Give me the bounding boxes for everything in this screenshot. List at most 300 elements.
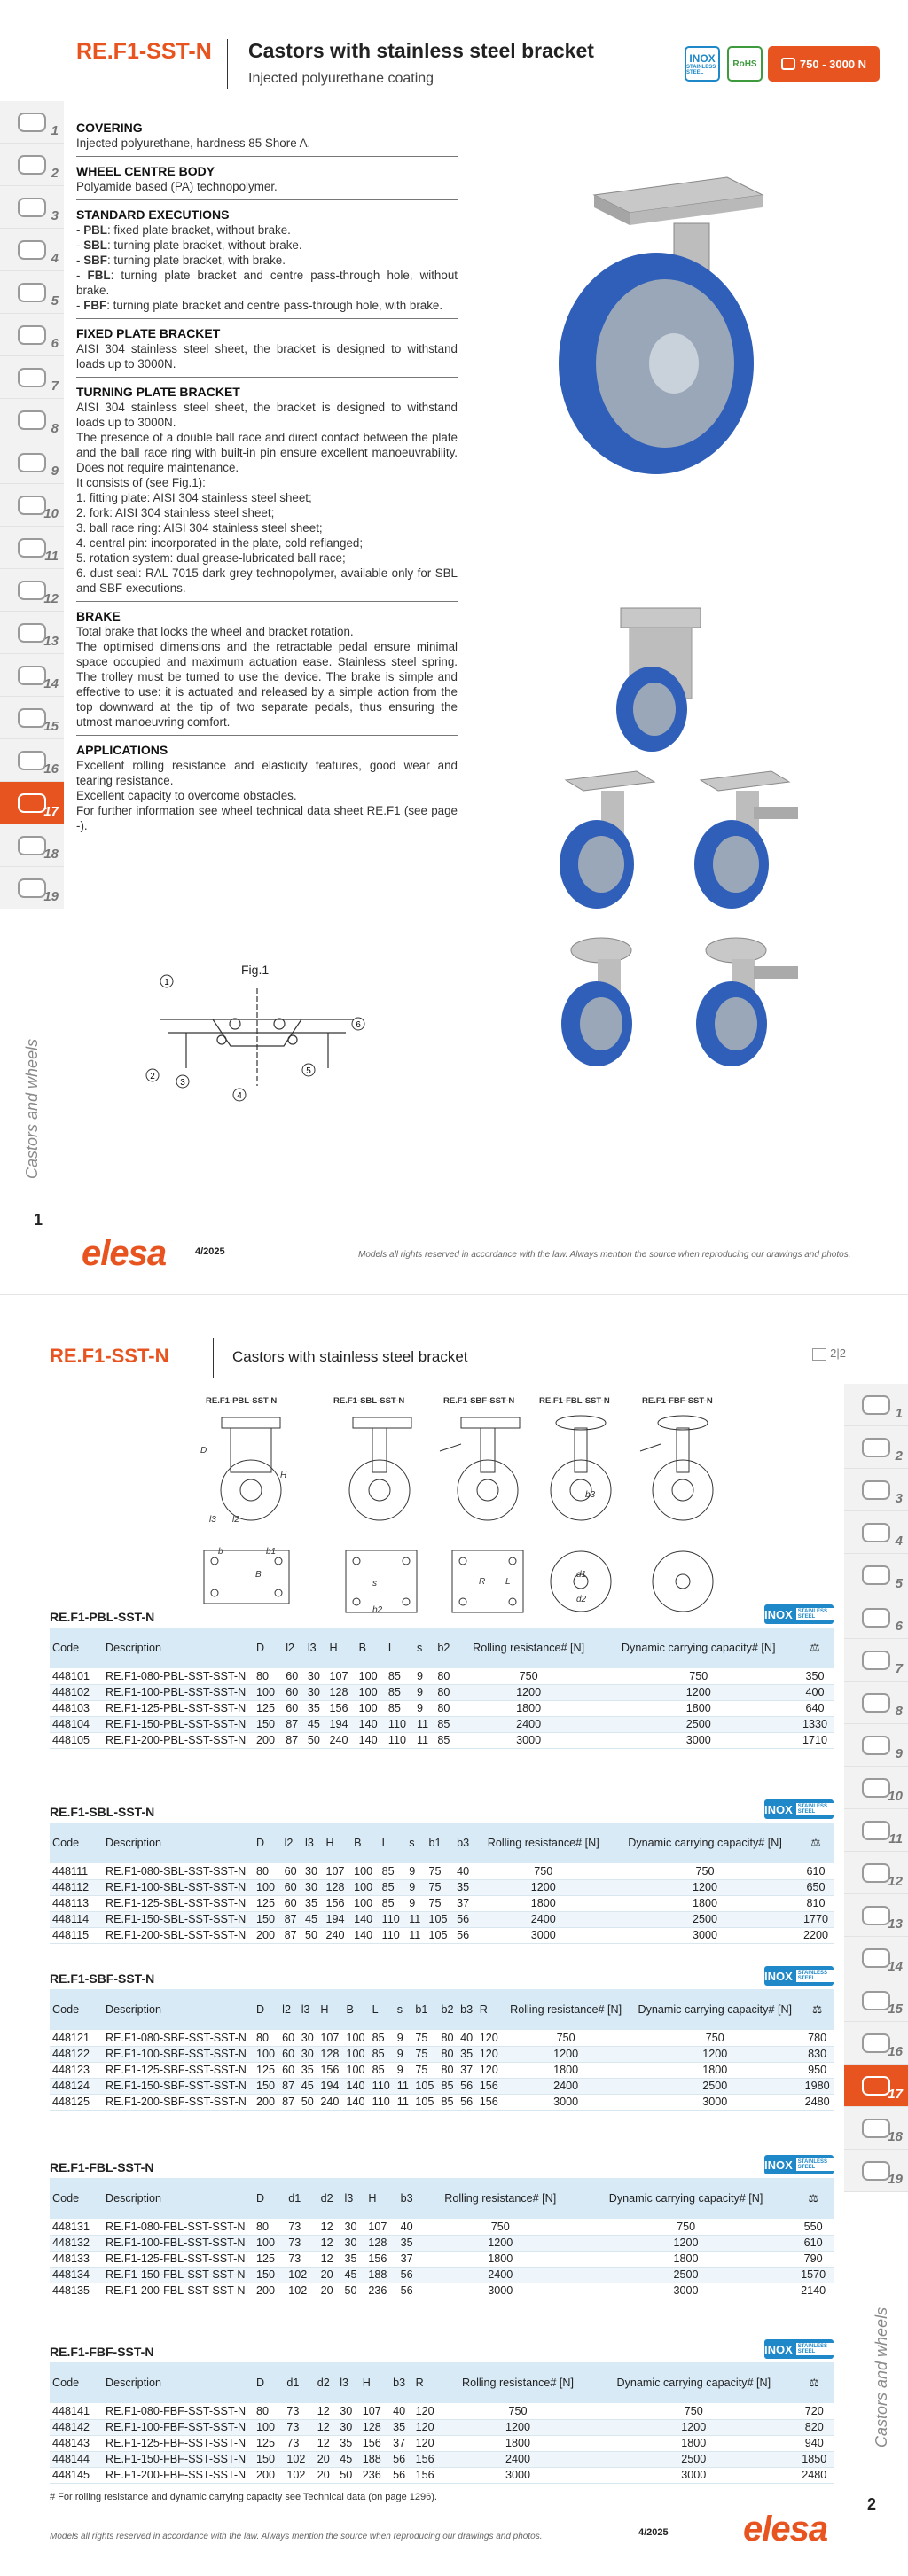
header-row: [50, 1823, 834, 1863]
table-row: [50, 2235, 834, 2251]
side-label: Castors and wheels: [23, 1038, 41, 1179]
product-photo-sbf: [683, 762, 807, 913]
table-cell: 188: [360, 2451, 390, 2467]
table-cell: 2480: [795, 2467, 834, 2483]
table-cell: 2400: [475, 1911, 612, 1927]
table-cell: 100: [351, 1895, 380, 1911]
table-row: [50, 2283, 834, 2299]
table-cell: 448134: [50, 2267, 103, 2283]
table-cell: 75: [427, 1863, 455, 1879]
inox-badge: [764, 1604, 834, 1624]
table-cell: 448142: [50, 2419, 103, 2435]
tab-16[interactable]: [844, 2022, 908, 2065]
data-table: [50, 1628, 834, 1749]
tab-number: 14: [888, 1959, 903, 1974]
table-cell: 12: [318, 2251, 342, 2267]
table-cell: 87: [279, 2078, 299, 2094]
product-code: RE.F1-SST-N: [50, 1345, 169, 1367]
tab-number: 15: [888, 2002, 903, 2017]
figure-1-diagram: [142, 971, 372, 1104]
inox-badge: [764, 2155, 834, 2174]
table-cell: 1200: [457, 1684, 600, 1700]
table-cell: 85: [434, 1732, 457, 1748]
tab-number: 3: [51, 208, 59, 223]
callout-1: 1: [164, 978, 169, 987]
table-cell: RE.F1-125-SBF-SST-SST-N: [103, 2062, 254, 2078]
table-block: [50, 1607, 834, 1749]
table-cell: 1800: [422, 2251, 579, 2267]
table-cell: 35: [337, 2435, 359, 2451]
category-4-icon: [18, 240, 46, 260]
tab-number: 8: [895, 1704, 903, 1719]
tab-13[interactable]: [0, 612, 64, 654]
tab-4[interactable]: [0, 229, 64, 271]
table-cell: 75: [412, 2062, 438, 2078]
table-cell: 60: [283, 1668, 305, 1684]
table-cell: 140: [344, 2078, 370, 2094]
column-header: d1: [286, 2178, 317, 2219]
table-cell: 940: [795, 2435, 834, 2451]
table-cell: 1200: [600, 1684, 796, 1700]
table-block: [50, 2160, 834, 2299]
table-cell: 194: [326, 1716, 356, 1732]
category-1-icon: [18, 113, 46, 132]
table-cell: 102: [284, 2451, 314, 2467]
table-cell: 3000: [592, 2467, 795, 2483]
category-12-icon: [862, 1863, 890, 1883]
tab-number: 7: [51, 379, 59, 394]
spec-section-title: APPLICATIONS: [76, 743, 168, 757]
spec-section-title: TURNING PLATE BRACKET: [76, 385, 240, 399]
weight-icon: [781, 58, 795, 70]
spec-section-title: WHEEL CENTRE BODY: [76, 164, 215, 178]
table-cell: 102: [286, 2267, 317, 2283]
tab-6[interactable]: [0, 314, 64, 356]
table-cell: 610: [798, 1863, 834, 1879]
table-cell: 240: [323, 1927, 351, 1943]
table-cell: RE.F1-125-FBF-SST-SST-N: [103, 2435, 254, 2451]
table-cell: 80: [439, 2030, 458, 2046]
table-cell: 1770: [798, 1911, 834, 1927]
column-header: l3: [341, 2178, 365, 2219]
callout-3: 3: [180, 1078, 185, 1088]
table-row: [50, 2251, 834, 2267]
tab-number: 19: [888, 2172, 903, 2187]
column-header: L: [386, 1628, 414, 1668]
tab-4[interactable]: [844, 1511, 908, 1554]
table-cell: RE.F1-200-FBF-SST-SST-N: [103, 2467, 254, 2483]
table-cell: 100: [254, 2046, 279, 2062]
tab-10[interactable]: [0, 484, 64, 527]
tab-number: 6: [51, 336, 59, 351]
column-header: l3: [305, 1628, 327, 1668]
table-cell: 107: [323, 1863, 351, 1879]
table-cell: 11: [395, 2078, 413, 2094]
column-header: Rolling resistance# [N]: [475, 1823, 612, 1863]
drawing-label-fbl: RE.F1-FBL-SST-N: [539, 1396, 610, 1406]
table-cell: 128: [326, 1684, 356, 1700]
tab-10[interactable]: [844, 1767, 908, 1809]
column-header: Dynamic carrying capacity# [N]: [629, 1989, 801, 2030]
tab-number: 13: [43, 634, 59, 649]
table-cell: 87: [283, 1732, 305, 1748]
dimension-label: d2: [576, 1595, 587, 1604]
table-cell: 30: [341, 2235, 365, 2251]
table-row: [50, 1863, 834, 1879]
table-cell: RE.F1-200-PBL-SST-SST-N: [103, 1732, 254, 1748]
inox-badge-sublabel: STAINLESS STEEL: [796, 1608, 834, 1620]
spec-item-key: FBL: [87, 269, 111, 282]
tab-3[interactable]: [844, 1469, 908, 1511]
table-title: RE.F1-SBF-SST-N: [50, 1971, 155, 1986]
spec-item: [76, 253, 458, 268]
table-cell: 448121: [50, 2030, 103, 2046]
column-header: b3: [454, 1823, 474, 1863]
table-cell: 2500: [629, 2078, 801, 2094]
table-cell: 105: [427, 1927, 455, 1943]
table-row: [50, 1911, 834, 1927]
column-header: ⚖: [795, 2362, 834, 2403]
table-cell: 85: [370, 2046, 395, 2062]
table-cell: 120: [477, 2062, 503, 2078]
table-cell: 194: [317, 2078, 343, 2094]
table-cell: 156: [360, 2435, 390, 2451]
column-header: b1: [412, 1989, 438, 2030]
table-title: RE.F1-PBL-SST-N: [50, 1610, 155, 1624]
column-header: Rolling resistance# [N]: [422, 2178, 579, 2219]
table-cell: 45: [299, 2078, 318, 2094]
dimension-label: l3: [209, 1515, 216, 1525]
table-cell: 1800: [592, 2435, 795, 2451]
column-header: B: [351, 1823, 380, 1863]
table-cell: 102: [286, 2283, 317, 2299]
table-cell: 750: [600, 1668, 796, 1684]
category-9-icon: [862, 1736, 890, 1755]
table-cell: 87: [283, 1716, 305, 1732]
table-cell: 550: [793, 2219, 834, 2235]
tab-7[interactable]: [844, 1639, 908, 1682]
table-cell: 125: [254, 1895, 282, 1911]
table-cell: 50: [305, 1732, 327, 1748]
table-cell: 448145: [50, 2467, 103, 2483]
category-2-icon: [862, 1438, 890, 1457]
spec-line: 4. central pin: incorporated in the plate, cold reflanged;: [76, 536, 364, 550]
table-cell: 150: [254, 1716, 283, 1732]
table-cell: 1200: [579, 2235, 793, 2251]
table-cell: 107: [360, 2403, 390, 2419]
table-title: RE.F1-FBL-SST-N: [50, 2160, 154, 2174]
spec-item: [76, 268, 458, 298]
category-14-icon: [18, 666, 46, 685]
table-cell: 9: [406, 1895, 426, 1911]
tab-number: 16: [43, 761, 59, 777]
table-row: [50, 2267, 834, 2283]
table-cell: 3000: [475, 1927, 612, 1943]
table-cell: 35: [299, 2062, 318, 2078]
table-cell: 73: [284, 2435, 314, 2451]
tab-18[interactable]: [844, 2107, 908, 2150]
table-cell: 1330: [796, 1716, 834, 1732]
tab-17[interactable]: [844, 2065, 908, 2107]
category-13-icon: [18, 623, 46, 643]
table-row: [50, 1716, 834, 1732]
category-9-icon: [18, 453, 46, 472]
table-cell: 350: [796, 1668, 834, 1684]
table-cell: 12: [315, 2419, 337, 2435]
table-cell: 45: [341, 2267, 365, 2283]
table-cell: 120: [413, 2403, 443, 2419]
table-cell: 750: [443, 2403, 592, 2419]
tab-14[interactable]: [0, 654, 64, 697]
figure-callouts: [146, 975, 364, 1101]
dimension-label: b2: [372, 1605, 383, 1615]
table-cell: 105: [412, 2078, 438, 2094]
table-cell: 810: [798, 1895, 834, 1911]
spec-item-dash: -: [76, 269, 88, 282]
table-cell: 40: [458, 2030, 477, 2046]
column-header: l2: [279, 1989, 299, 2030]
tab-number: 17: [43, 804, 59, 819]
spec-line: It consists of (see Fig.1):: [76, 476, 206, 489]
table-block: [50, 1802, 834, 1944]
category-19-icon: [18, 878, 46, 898]
column-header: Dynamic carrying capacity# [N]: [600, 1628, 796, 1668]
table-cell: 240: [326, 1732, 356, 1748]
tab-8[interactable]: [0, 399, 64, 441]
tab-2[interactable]: [0, 144, 64, 186]
tab-number: 9: [895, 1746, 903, 1761]
tab-number: 4: [51, 251, 59, 266]
table-cell: 2500: [612, 1911, 798, 1927]
tab-7[interactable]: [0, 356, 64, 399]
table-cell: 75: [412, 2030, 438, 2046]
table-cell: RE.F1-150-FBF-SST-SST-N: [103, 2451, 254, 2467]
table-cell: 50: [299, 2094, 318, 2110]
table-cell: 56: [454, 1927, 474, 1943]
data-table: [50, 1989, 834, 2111]
spec-section: [76, 204, 458, 319]
table-cell: 1800: [629, 2062, 801, 2078]
category-11-icon: [862, 1821, 890, 1840]
table-cell: 128: [317, 2046, 343, 2062]
table-cell: 11: [414, 1716, 434, 1732]
table-cell: 30: [299, 2046, 318, 2062]
table-cell: 1850: [795, 2451, 834, 2467]
page-number: 2: [867, 2495, 877, 2513]
elesa-logo: elesa: [82, 1234, 167, 1273]
column-header: Code: [50, 1823, 103, 1863]
column-header: ⚖: [801, 1989, 834, 2030]
table-title: RE.F1-FBF-SST-N: [50, 2345, 154, 2359]
spec-item: [76, 222, 458, 238]
table-cell: 1800: [443, 2435, 592, 2451]
table-cell: 87: [279, 2094, 299, 2110]
drawing-label-fbf: RE.F1-FBF-SST-N: [642, 1396, 713, 1406]
table-block: [50, 2342, 834, 2484]
table-cell: 37: [390, 2435, 412, 2451]
dimension-label: H: [280, 1471, 287, 1480]
tab-number: 1: [895, 1406, 903, 1421]
tab-13[interactable]: [844, 1894, 908, 1937]
table-cell: 107: [326, 1668, 356, 1684]
table-cell: RE.F1-080-PBL-SST-SST-N: [103, 1668, 254, 1684]
header-row: [50, 1628, 834, 1668]
tab-8[interactable]: [844, 1682, 908, 1724]
dimension-label: l2: [232, 1515, 239, 1525]
table-cell: 12: [318, 2235, 342, 2251]
inox-badge: [764, 1966, 834, 1986]
page-ref: [812, 1347, 846, 1361]
table-cell: 3000: [503, 2094, 629, 2110]
column-header: Dynamic carrying capacity# [N]: [592, 2362, 795, 2403]
tab-11[interactable]: [844, 1809, 908, 1852]
tab-number: 2: [51, 166, 59, 181]
table-cell: 30: [302, 1879, 323, 1895]
table-cell: 11: [395, 2094, 413, 2110]
rohs-badge: [727, 46, 763, 82]
tab-3[interactable]: [0, 186, 64, 229]
tab-1[interactable]: [0, 101, 64, 144]
spec-item-text: : turning plate bracket and centre pass-through hole, with brake.: [106, 299, 443, 312]
tab-12[interactable]: [844, 1852, 908, 1894]
table-cell: 1800: [457, 1700, 600, 1716]
tab-19[interactable]: [844, 2150, 908, 2192]
spec-item-text: : turning plate bracket, without brake.: [106, 238, 302, 252]
table-cell: 80: [254, 1668, 283, 1684]
column-header: D: [254, 2362, 284, 2403]
tab-number: 18: [43, 847, 59, 862]
spec-item-dash: -: [76, 254, 84, 267]
column-header: b3: [398, 2178, 422, 2219]
table-cell: 80: [254, 2403, 284, 2419]
table-cell: 45: [302, 1911, 323, 1927]
column-header: Code: [50, 2362, 103, 2403]
load-badge-label: 750 - 3000 N: [799, 57, 867, 71]
table-cell: 194: [323, 1911, 351, 1927]
table-cell: 11: [414, 1732, 434, 1748]
table-row: [50, 2078, 834, 2094]
spec-item: [76, 238, 458, 253]
column-header: ⚖: [793, 2178, 834, 2219]
spec-line: 3. ball race ring: AISI 304 stainless steel sheet;: [76, 521, 323, 535]
tab-14[interactable]: [844, 1937, 908, 1979]
table-cell: 35: [341, 2251, 365, 2267]
callout-5: 5: [306, 1066, 311, 1076]
tab-19[interactable]: [0, 867, 64, 909]
table-cell: 50: [341, 2283, 365, 2299]
tab-5[interactable]: [0, 271, 64, 314]
spec-line: 5. rotation system: dual grease-lubricated ball race;: [76, 551, 346, 565]
column-header: H: [326, 1628, 356, 1668]
inox-badge-sublabel: STAINLESS STEEL: [686, 65, 716, 75]
product-code: RE.F1-SST-N: [76, 39, 212, 64]
table-cell: 3000: [443, 2467, 592, 2483]
tab-number: 10: [43, 506, 59, 521]
tab-9[interactable]: [844, 1724, 908, 1767]
category-18-icon: [862, 2119, 890, 2138]
tab-11[interactable]: [0, 527, 64, 569]
table-cell: 20: [318, 2283, 342, 2299]
table-cell: 60: [282, 1879, 302, 1895]
tab-17[interactable]: [0, 782, 64, 824]
table-cell: 448133: [50, 2251, 103, 2267]
table-cell: 107: [317, 2030, 343, 2046]
table-cell: RE.F1-100-FBL-SST-SST-N: [103, 2235, 254, 2251]
table-cell: RE.F1-100-SBF-SST-SST-N: [103, 2046, 254, 2062]
table-cell: 156: [323, 1895, 351, 1911]
table-cell: RE.F1-150-FBL-SST-SST-N: [103, 2267, 254, 2283]
table-cell: 85: [386, 1700, 414, 1716]
category-13-icon: [862, 1906, 890, 1925]
table-title: RE.F1-SBL-SST-N: [50, 1805, 155, 1819]
table-cell: RE.F1-125-SBL-SST-SST-N: [103, 1895, 254, 1911]
tab-9[interactable]: [0, 441, 64, 484]
spec-section-title: STANDARD EXECUTIONS: [76, 207, 230, 222]
table-cell: 3000: [457, 1732, 600, 1748]
table-row: [50, 2062, 834, 2078]
tab-16[interactable]: [0, 739, 64, 782]
column-header: s: [395, 1989, 413, 2030]
inox-badge-sublabel: STAINLESS STEEL: [796, 1803, 834, 1815]
table-cell: 650: [798, 1879, 834, 1895]
table-cell: 73: [286, 2219, 317, 2235]
table-cell: 140: [344, 2094, 370, 2110]
table-cell: RE.F1-080-SBL-SST-SST-N: [103, 1863, 254, 1879]
dimension-label: B: [255, 1570, 262, 1580]
tab-15[interactable]: [844, 1979, 908, 2022]
column-header: L: [380, 1823, 407, 1863]
elesa-logo: elesa: [743, 2510, 828, 2549]
page-ref-label: 2|2: [830, 1347, 846, 1360]
spec-section-title: FIXED PLATE BRACKET: [76, 326, 221, 340]
table-cell: 56: [458, 2078, 477, 2094]
table-cell: RE.F1-150-PBL-SST-SST-N: [103, 1716, 254, 1732]
tab-6[interactable]: [844, 1596, 908, 1639]
table-cell: 12: [315, 2403, 337, 2419]
inox-badge-sublabel: STAINLESS STEEL: [796, 2158, 834, 2171]
table-row: [50, 2094, 834, 2110]
table-cell: 2140: [793, 2283, 834, 2299]
table-cell: 75: [412, 2046, 438, 2062]
table-cell: 125: [254, 2251, 286, 2267]
tab-18[interactable]: [0, 824, 64, 867]
table-cell: 100: [351, 1879, 380, 1895]
tab-15[interactable]: [0, 697, 64, 739]
tab-12[interactable]: [0, 569, 64, 612]
tab-2[interactable]: [844, 1426, 908, 1469]
table-cell: 3000: [422, 2283, 579, 2299]
table-cell: 448132: [50, 2235, 103, 2251]
table-cell: RE.F1-125-FBL-SST-SST-N: [103, 2251, 254, 2267]
table-cell: 448143: [50, 2435, 103, 2451]
column-header: Code: [50, 1628, 103, 1668]
table-cell: 100: [254, 1684, 283, 1700]
column-header: D: [254, 1628, 283, 1668]
table-cell: 80: [434, 1700, 457, 1716]
table-cell: 156: [326, 1700, 356, 1716]
table-cell: 20: [318, 2267, 342, 2283]
table-cell: 9: [414, 1700, 434, 1716]
table-cell: 120: [413, 2419, 443, 2435]
category-tabs: [844, 1384, 908, 2192]
drawing-label-sbl: RE.F1-SBL-SST-N: [333, 1396, 405, 1406]
tab-5[interactable]: [844, 1554, 908, 1596]
column-header: Rolling resistance# [N]: [503, 1989, 629, 2030]
tab-1[interactable]: [844, 1384, 908, 1426]
table-cell: 188: [365, 2267, 397, 2283]
column-header: ⚖: [796, 1628, 834, 1668]
legal-notice: Models all rights reserved in accordance with the law. Always mention the source when reproducing our drawings and photos.: [50, 2532, 543, 2541]
